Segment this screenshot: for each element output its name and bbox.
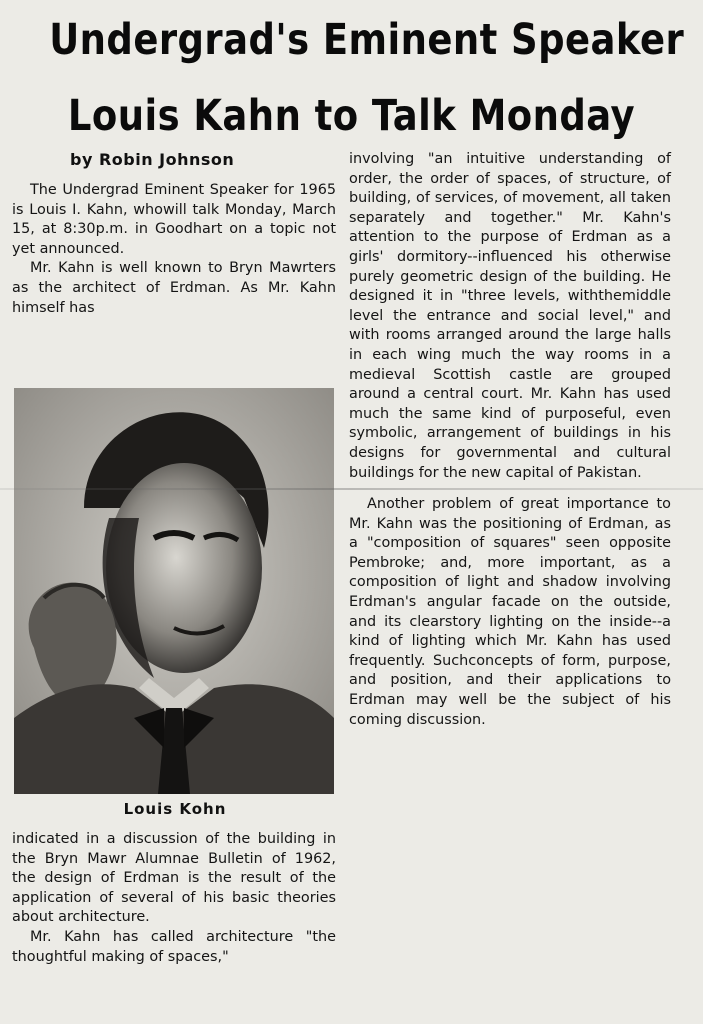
column-1-top (12, 181, 336, 318)
headline-line-1: Undergrad's Eminent Speaker (49, 15, 685, 65)
portrait-image (14, 388, 334, 794)
portrait-photo (14, 388, 334, 794)
headline-line-2: Louis Kahn to Talk Monday (67, 91, 636, 141)
page-fold-line (0, 488, 703, 490)
paragraph: involving "an intuitive understanding of order, the order of spaces, of structure, of building, of services, of movement, all taken separately and together." Mr. Kahn's attention to the purpose of Erdman as a girls' dormitory--influenced his otherwise purely geometric design of the building. He designed it in "three levels, withthemiddle level the entrance and social level," and with rooms arranged around the large halls in each wing much the way rooms in a medieval Scottish castle are grouped around a central court. Mr. Kahn has used much the same kind of purposeful, even symbolic, arrangement of buildings in his designs for governmental and cultural buildings for the new capital of Pakistan. (349, 151, 671, 481)
paragraph: Another problem of great importance to Mr. Kahn was the positioning of Erdman, as a "composition of squares" seen opposite Pembroke; and, more important, as a composition of light and shadow involving Erdman's angular facade on the outside, and its clearstory lighting on the inside--a kind of lighting which Mr. Kahn has used frequently. Suchconcepts of form, purpose, and position, and their applications to Erdman may well be the subject of his coming discussion. (349, 496, 671, 728)
paragraph: Mr. Kahn has called architecture "the thoughtful making of spaces," (12, 928, 336, 965)
column-2 (349, 150, 671, 730)
photo-caption: Louis Kohn (123, 800, 227, 818)
byline: by Robin Johnson (70, 150, 235, 169)
paragraph: Mr. Kahn is well known to Bryn Mawrters as the architect of Erdman. As Mr. Kahn himself has (12, 260, 336, 316)
paragraph: indicated in a discussion of the building in the Bryn Mawr Alumnae Bulletin of 1962, the design of Erdman is the result of the application of several of his basic theories about architecture. (12, 831, 336, 926)
paragraph: The Undergrad Eminent Speaker for 1965 is Louis I. Kahn, whowill talk Monday, March 15, at 8:30p.m. in Goodhart on a topic not yet announced. (12, 182, 336, 257)
column-1-bottom (12, 830, 336, 967)
